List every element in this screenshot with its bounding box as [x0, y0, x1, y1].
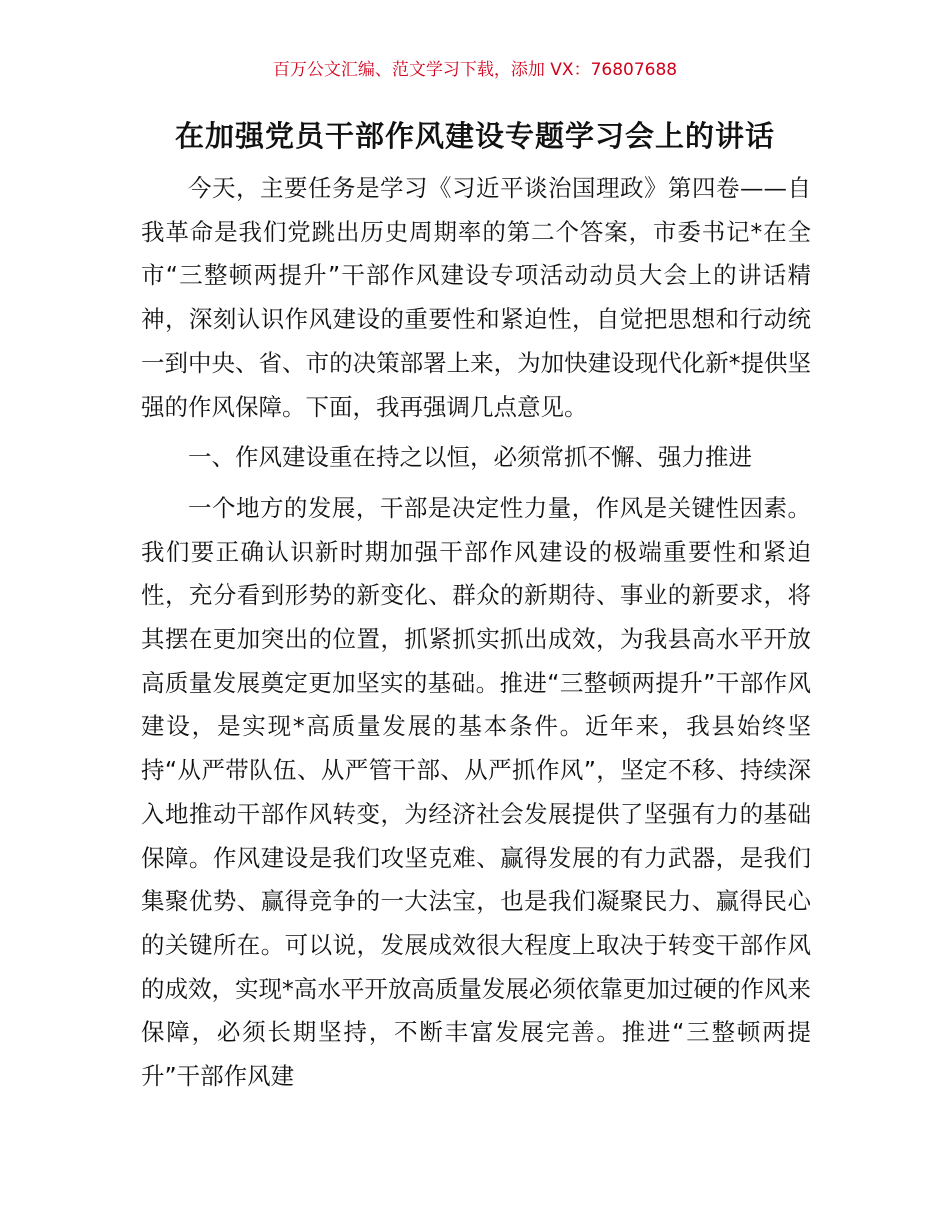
page-title: 在加强党员干部作风建设专题学习会上的讲话 — [174, 119, 775, 153]
header-promo-note: 百万公文汇编、范文学习下载，添加 VX：76807688 — [272, 60, 678, 80]
section-heading: 一、作风建设重在持之以恒，必须常抓不懈、强力推进 — [188, 443, 752, 472]
document-body — [141, 167, 811, 1099]
intro-paragraph: 今天，主要任务是学习《习近平谈治国理政》第四卷——自我革命是我们党跳出历史周期率的第二个答案，市委书记*在全市“三整顿两提升”干部作风建设专项活动动员大会上的讲话精神，深刻认识作风建设的重要性和紧迫性，自觉把思想和行动统一到中央、省、市的决策部署上来，为加快建设现代化新*提供坚强的作风保障。下面，我再强调几点意见。 — [141, 174, 811, 421]
body-paragraph: 一个地方的发展，干部是决定性力量，作风是关键性因素。我们要正确认识新时期加强干部作风建设的极端重要性和紧迫性，充分看到形势的新变化、群众的新期待、事业的新要求，将其摆在更加突出的位置，抓紧抓实抓出成效，为我县高水平开放高质量发展奠定更加坚实的基础。推进“三整顿两提升”干部作风建设，是实现*高质量发展的基本条件。近年来，我县始终坚持“从严带队伍、从严管干部、从严抓作风”，坚定不移、持续深入地推动干部作风转变，为经济社会发展提供了坚强有力的基础保障。作风建设是我们攻坚克难、赢得发展的有力武器，是我们集聚优势、赢得竞争的一大法宝，也是我们凝聚民力、赢得民心的关键所在。可以说，发展成效很大程度上取决于转变干部作风的成效，实现*高水平开放高质量发展必须依靠更加过硬的作风来保障，必须长期坚持，不断丰富发展完善。推进“三整顿两提升”干部作风建 — [141, 493, 811, 1091]
